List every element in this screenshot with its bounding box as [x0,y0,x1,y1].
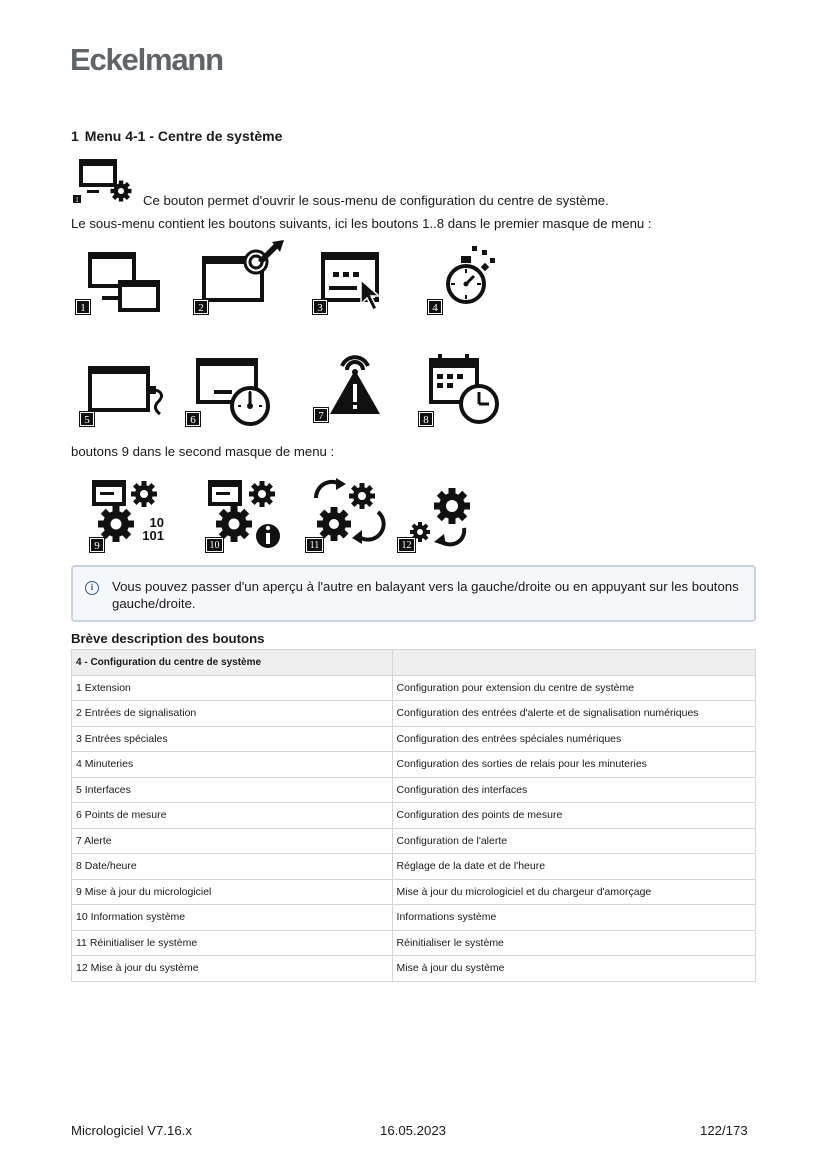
binary-overlay: 10 101 [142,515,164,543]
button-name-cell: 8 Date/heure [72,854,393,880]
system-reset-icon [306,476,402,552]
button-description-cell: Configuration des entrées spéciales numériques [392,726,755,752]
table-title: Brève description des boutons [71,631,265,646]
section-title: Menu 4-1 - Centre de système [84,128,283,144]
table-row [72,675,756,701]
button-description-cell: Réinitialiser le système [392,930,755,956]
intro-icon-number: 1 [75,196,79,204]
section-number: 1 [71,128,79,144]
button-number: 5 [80,412,94,426]
signal-input-icon [194,238,290,314]
button-number: 1 [76,300,90,314]
firmware-update-icon [90,476,186,552]
table-row [72,752,756,778]
button-name-cell: 10 Information système [72,905,393,931]
table-row [72,777,756,803]
timer-icon [428,238,524,314]
footer-page-number: 122/173 [700,1123,748,1138]
button-number: 2 [194,300,208,314]
button-description-cell: Mise à jour du micrologiciel et du chargeur d'amorçage [392,879,755,905]
button-description-table [71,649,756,982]
intro-text: Ce bouton permet d'ouvrir le sous-menu de configuration du centre de système. [143,193,609,208]
info-note-text: Vous pouvez passer d'un aperçu à l'autre en balayant vers la gauche/droite ou en appuyant sur les boutons gauche/droite. [112,579,739,611]
button-number: 12 [398,538,415,552]
table-row [72,879,756,905]
table-row [72,828,756,854]
button-description-cell: Informations système [392,905,755,931]
button-name-cell: 11 Réinitialiser le système [72,930,393,956]
table-header-row [72,650,756,676]
button-name-cell: 1 Extension [72,675,393,701]
table-row [72,905,756,931]
table-row [72,956,756,982]
button-name-cell: 2 Entrées de signalisation [72,701,393,727]
button-number: 6 [186,412,200,426]
button-description-cell: Configuration des points de mesure [392,803,755,829]
button-name-cell: 3 Entrées spéciales [72,726,393,752]
expansion-windows-icon [76,238,172,314]
button-number: 9 [90,538,104,552]
table-header-cell: 4 - Configuration du centre de système [72,650,393,676]
section-heading [71,128,282,144]
button-number: 4 [428,300,442,314]
interface-icon [80,350,176,426]
button-name-cell: 7 Alerte [72,828,393,854]
alert-icon [314,346,410,422]
system-update-icon [398,476,494,552]
special-input-icon [313,238,409,314]
system-information-icon [206,476,302,552]
second-mask-label: boutons 9 dans le second masque de menu : [71,444,335,459]
table-header-cell [392,650,755,676]
info-note [71,565,756,622]
button-number: 7 [314,408,328,422]
button-name-cell: 9 Mise à jour du micrologiciel [72,879,393,905]
table-row [72,803,756,829]
button-description-cell: Réglage de la date et de l'heure [392,854,755,880]
footer-date: 16.05.2023 [380,1123,447,1138]
monitor-gear-icon [73,158,137,204]
button-name-cell: 6 Points de mesure [72,803,393,829]
button-description-cell: Configuration de l'alerte [392,828,755,854]
table-row [72,701,756,727]
button-description-cell: Mise à jour du système [392,956,755,982]
table-row [72,854,756,880]
table-row [72,726,756,752]
date-time-icon [419,350,515,426]
button-description-cell: Configuration des entrées d'alerte et de signalisation numériques [392,701,755,727]
button-number: 11 [306,538,323,552]
footer-firmware-version: Micrologiciel V7.16.x [71,1123,192,1138]
intro-text-2: Le sous-menu contient les boutons suivants, ici les boutons 1..8 dans le premier masque de menu : [71,216,652,231]
table-row [72,930,756,956]
button-number: 3 [313,300,327,314]
button-name-cell: 12 Mise à jour du système [72,956,393,982]
button-description-cell: Configuration des sorties de relais pour les minuteries [392,752,755,778]
button-number: 10 [206,538,223,552]
button-description-cell: Configuration des interfaces [392,777,755,803]
button-name-cell: 4 Minuteries [72,752,393,778]
eckelmann-logo: Eckelmann [70,42,223,77]
button-name-cell: 5 Interfaces [72,777,393,803]
measuring-point-icon [186,350,282,426]
button-description-cell: Configuration pour extension du centre de système [392,675,755,701]
info-icon: i [85,581,99,595]
button-number: 8 [419,412,433,426]
